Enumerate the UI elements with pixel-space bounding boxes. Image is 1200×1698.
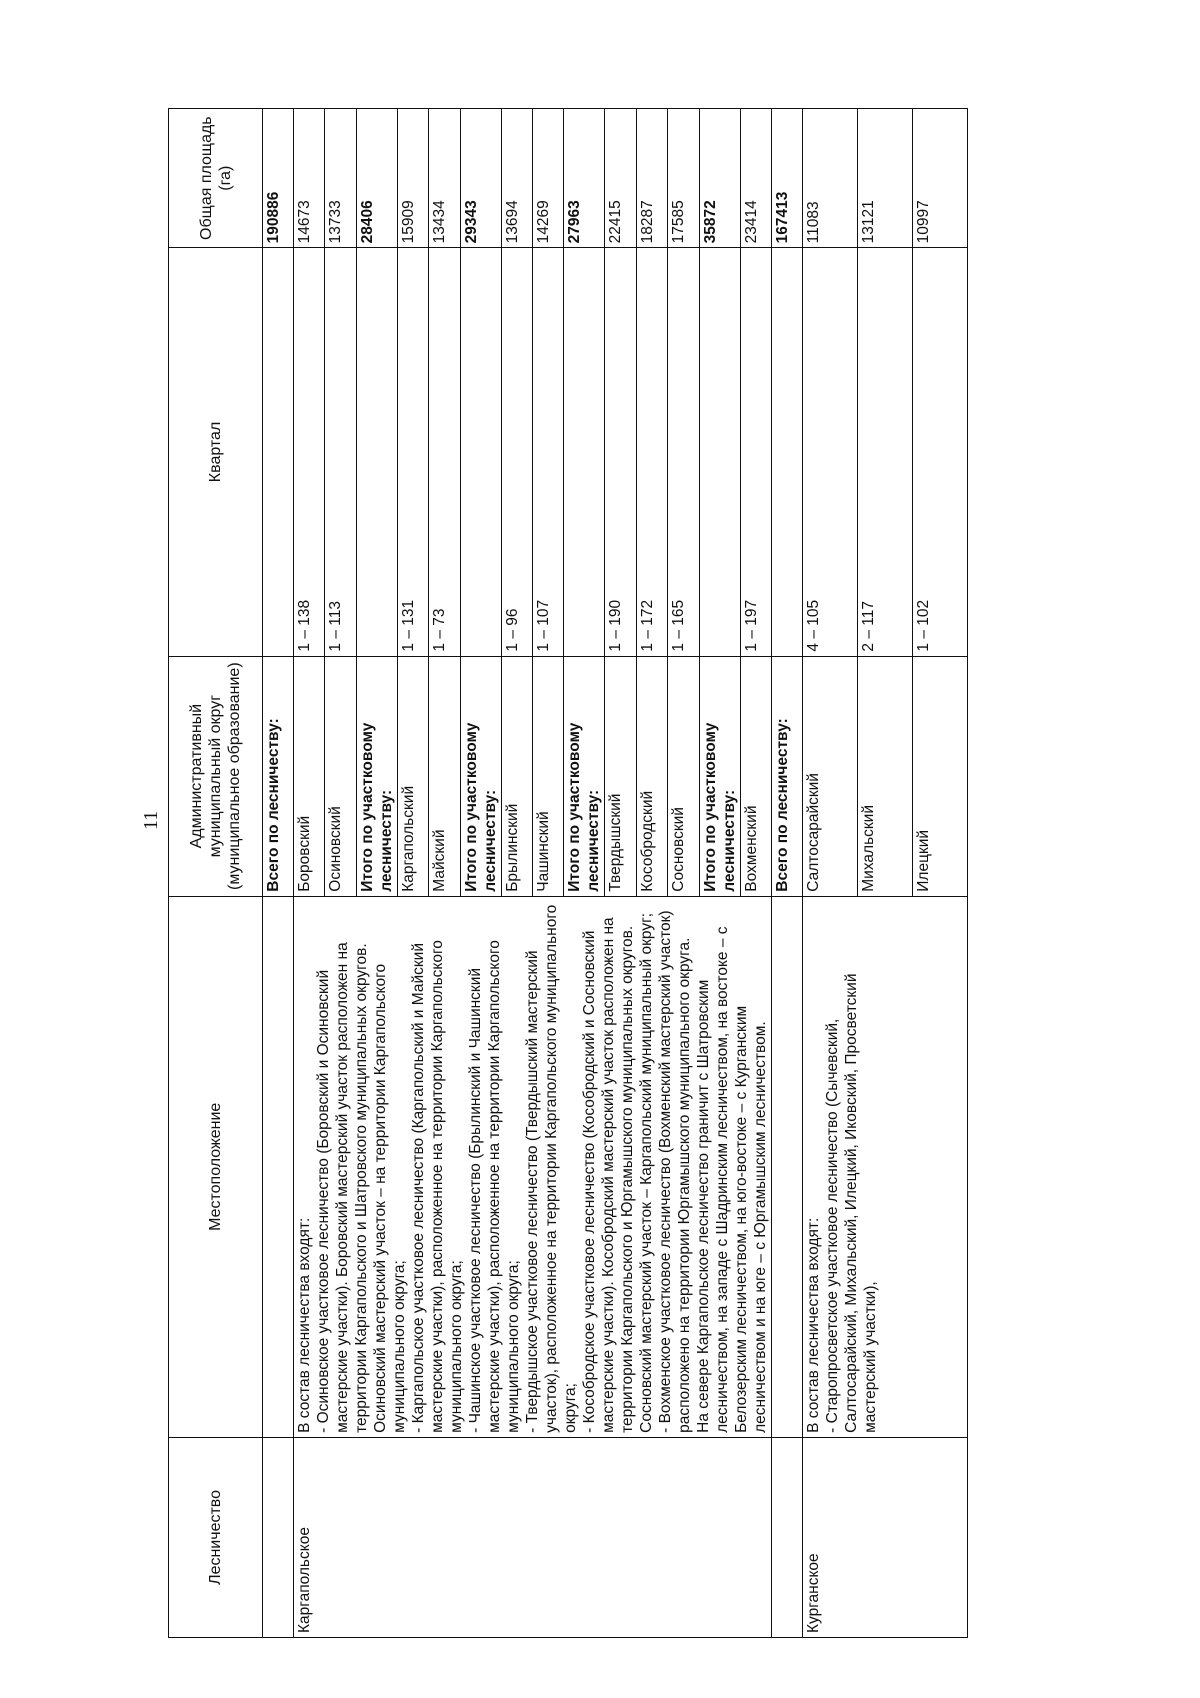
row-quarter: 1 – 165 xyxy=(668,248,699,656)
row-area: 13434 xyxy=(429,109,460,248)
row-quarter: 1 – 172 xyxy=(636,248,667,656)
empty-cell xyxy=(263,248,294,656)
header-location: Местоположение xyxy=(169,896,263,1437)
kurgan-total-label: Всего по лесничеству: xyxy=(772,656,803,896)
kargopol-section xyxy=(263,109,772,1638)
kurgan-section xyxy=(772,109,968,1638)
kurgan-total-area: 167413 xyxy=(772,109,803,248)
row-quarter: 1 – 197 xyxy=(740,248,771,656)
row-area: 14673 xyxy=(294,109,325,248)
row-area: 13694 xyxy=(501,109,532,248)
row-district: Твердышский xyxy=(605,656,636,896)
row-quarter: 1 – 73 xyxy=(429,248,460,656)
row-district: Итого по участковому лесничеству: xyxy=(564,656,605,896)
header-quarter: Квартал xyxy=(169,248,263,656)
row-quarter xyxy=(564,248,605,656)
row-district: Брылинский xyxy=(501,656,532,896)
forestry-table xyxy=(168,108,968,1638)
kargopol-forestry-name: Каргапольское xyxy=(294,1437,772,1637)
table-row xyxy=(803,109,858,1638)
empty-cell xyxy=(772,896,803,1437)
row-quarter: 1 – 113 xyxy=(325,248,356,656)
row-district: Каргапольский xyxy=(397,656,428,896)
header-row xyxy=(169,109,263,1638)
forestry-table-sheet xyxy=(168,108,1123,1638)
row-district: Сосновский xyxy=(668,656,699,896)
row-area: 27963 xyxy=(564,109,605,248)
row-quarter: 1 – 102 xyxy=(913,248,968,656)
kargopol-total-label: Всего по лесничеству: xyxy=(263,656,294,896)
empty-cell xyxy=(772,1437,803,1637)
row-area: 13121 xyxy=(858,109,913,248)
row-quarter: 1 – 96 xyxy=(501,248,532,656)
row-quarter: 4 – 105 xyxy=(803,248,858,656)
header-area: Общая площадь (га) xyxy=(169,109,263,248)
kargopol-location-description: В состав лесничества входят: - Осиновское участковое лесничество (Боровский и Осиновский мастерские участки). Боровский мастерский участок расположен на территории Каргапольского и Шатровского муниципальных округов. Осиновский мастерский участок – на территории Каргапольского муниципального округа; - Каргапольское участковое лесничество (Каргапольский и Майский мастерские участки), расположенное на территории Каргапольского муниципального округа; - Чашинское участковое лесничество (Брылинский и Чашинский мастерские участки), расположенное на территории Каргапольского муниципального округа; - Твердышское участковое лесничество (Твердышский мастерский участок), расположенное на территории Каргапольского муниципального округа; - Кособродское участковое лесничество (Кособродский и Сосновский мастерские участки). Кособродский мастерский участок расположен на территории Каргапольского и Юргамышского муниципальных округов. Сосновский мастерский участок – Каргапольский муниципальный округ; - Вохменское участковое лесничество (Вохменский мастерский участок) расположено на территории Юргамышского муниципального округа. На севере Каргапольское лесничество граничит с Шатровским лесничеством, на западе с Шадринским лесничеством, на востоке – с Белозерским лесничеством, на юго-востоке – с Курганским лесничеством и на юге – с Юргамышским лесничеством. xyxy=(294,896,772,1437)
header-district: Административный муниципальный округ (муниципальное образование) xyxy=(169,656,263,896)
row-quarter xyxy=(356,248,397,656)
table-row xyxy=(294,109,325,1638)
row-district: Кособродский xyxy=(636,656,667,896)
row-district: Михальский xyxy=(858,656,913,896)
row-district: Майский xyxy=(429,656,460,896)
kurgan-total-row xyxy=(772,109,803,1638)
kargopol-total-area: 190886 xyxy=(263,109,294,248)
row-district: Итого по участковому лесничеству: xyxy=(699,656,740,896)
row-area: 22415 xyxy=(605,109,636,248)
row-quarter xyxy=(699,248,740,656)
row-quarter: 2 – 117 xyxy=(858,248,913,656)
empty-cell xyxy=(263,896,294,1437)
row-district: Салтосарайский xyxy=(803,656,858,896)
page-number: 11 xyxy=(140,810,162,830)
kurgan-forestry-name: Курганское xyxy=(803,1437,968,1637)
row-district: Итого по участковому лесничеству: xyxy=(460,656,501,896)
row-area: 29343 xyxy=(460,109,501,248)
row-area: 18287 xyxy=(636,109,667,248)
empty-cell xyxy=(263,1437,294,1637)
row-quarter: 1 – 190 xyxy=(605,248,636,656)
row-district: Боровский xyxy=(294,656,325,896)
row-area: 11083 xyxy=(803,109,858,248)
kargopol-total-row xyxy=(263,109,294,1638)
row-area: 17585 xyxy=(668,109,699,248)
row-quarter: 1 – 138 xyxy=(294,248,325,656)
row-area: 10997 xyxy=(913,109,968,248)
row-quarter: 1 – 107 xyxy=(532,248,563,656)
row-area: 28406 xyxy=(356,109,397,248)
row-area: 35872 xyxy=(699,109,740,248)
header-forestry: Лесничество xyxy=(169,1437,263,1637)
row-district: Осиновский xyxy=(325,656,356,896)
row-district: Итого по участковому лесничеству: xyxy=(356,656,397,896)
row-district: Илецкий xyxy=(913,656,968,896)
row-quarter: 1 – 131 xyxy=(397,248,428,656)
kurgan-location-description: В состав лесничества входят: - Старопросветское участковое лесничество (Сычевский, Салтосарайский, Михальский, Илецкий, Иковский, Просветский мастерский участки), xyxy=(803,896,968,1437)
row-area: 13733 xyxy=(325,109,356,248)
row-area: 14269 xyxy=(532,109,563,248)
row-district: Чашинский xyxy=(532,656,563,896)
row-area: 15909 xyxy=(397,109,428,248)
empty-cell xyxy=(772,248,803,656)
row-area: 23414 xyxy=(740,109,771,248)
row-district: Вохменский xyxy=(740,656,771,896)
row-quarter xyxy=(460,248,501,656)
